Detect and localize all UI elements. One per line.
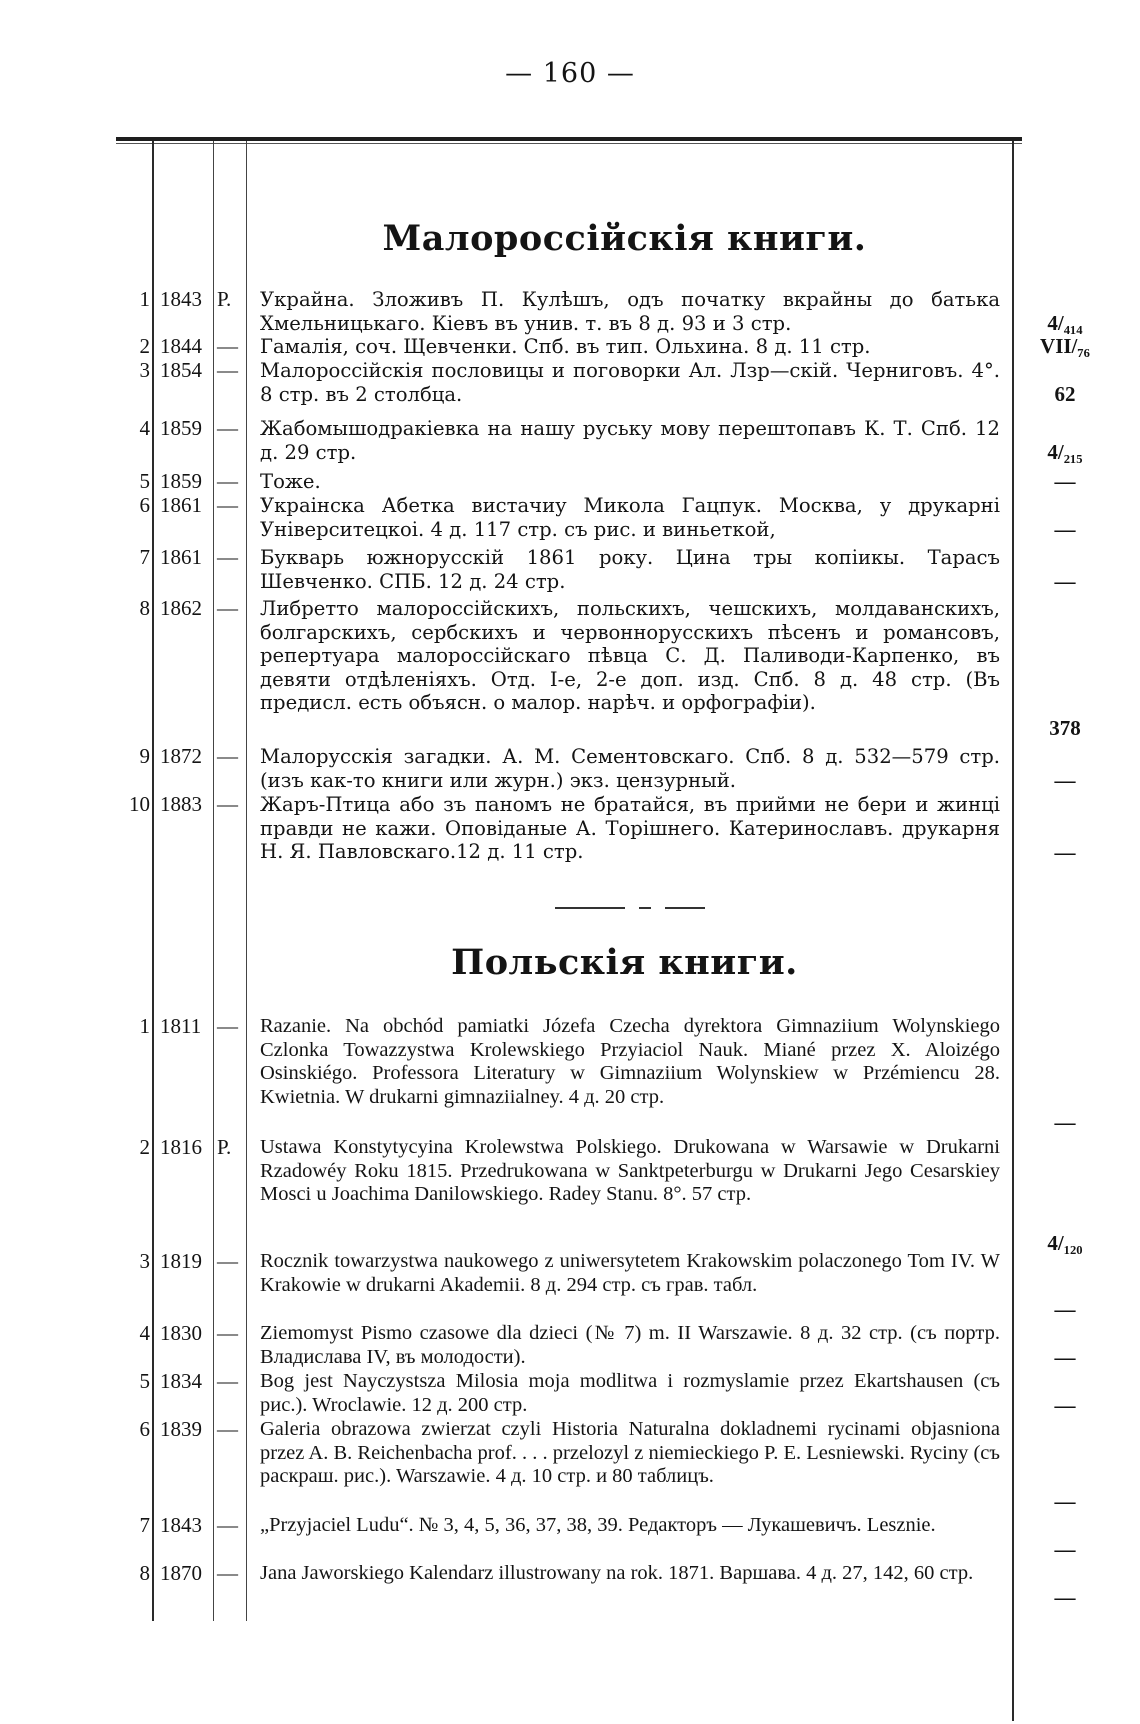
entry-year: 1861: [160, 493, 202, 517]
entry-year: 1862: [160, 596, 202, 620]
entry-mark: —: [217, 493, 238, 517]
entry-price: —: [1054, 569, 1076, 593]
entry-price: —: [1054, 1110, 1076, 1134]
entry-mark: Р.: [217, 287, 232, 311]
entry-price: 4/₄₁₄: [1047, 311, 1083, 335]
entry-year: 1883: [160, 792, 202, 816]
entry-mark: —: [217, 1014, 238, 1038]
entry-mark: —: [217, 1321, 238, 1345]
entry-text: Razanie. Na obchód pamiatki Józefa Czecha dyrektora Gimnaziium Wolynskiego Czlonka Towazzystwa Krolewskiego Przyiaciol Nauk. Miané przez X. Aloizégo Osinskiégo. Professora Literatury w Gimnaziium Wolynskiew w Przémiencu 28. Kwietnia. W drukarni gimnaziialney. 4 д. 20 стр.: [260, 1015, 1000, 1108]
entry-year: 1844: [160, 334, 202, 358]
entry-price: —: [1054, 1489, 1076, 1513]
column-line-number: [152, 141, 154, 1621]
entry-number: 6: [139, 1417, 150, 1441]
entry-number: 2: [139, 334, 150, 358]
entry-text: Малорусскія загадки. А. М. Сементовскаго. Спб. 8 д. 532—579 стр. (изъ как-то книги или журн.) экз. цензурный.: [260, 745, 1000, 792]
entry-year: 1859: [160, 416, 202, 440]
entry-mark: —: [217, 792, 238, 816]
entry-number: 6: [139, 493, 150, 517]
entry-number: 9: [139, 744, 150, 768]
entry-year: 1811: [160, 1014, 202, 1038]
entry-text: Жабомышодракіевка на нашу руську мову перештопавъ К. Т. Спб. 12 д. 29 стр.: [260, 417, 1000, 464]
column-line-mark: [246, 141, 247, 1621]
column-line-year: [213, 141, 214, 1621]
entry-number: 8: [139, 1561, 150, 1585]
entry-number: 5: [139, 1369, 150, 1393]
entry-text: Жаръ-Птица або зъ паномъ не братайся, въ прийми не бери и жинці правди не кажи. Оповіданые А. Торішнего. Катеринославъ. друкарня Н. Я. Павловскаго.12 д. 11 стр.: [260, 793, 1000, 863]
entry-text: Украінска Абетка вистачиу Микола Гацпук. Москва, у друкарні Університецкоі. 4 д. 117 стр. съ рис. и виньеткой,: [260, 494, 1000, 541]
entry-mark: —: [217, 334, 238, 358]
entry-price: —: [1054, 1393, 1076, 1417]
entry-mark: —: [217, 1369, 238, 1393]
entry-text: Тоже.: [260, 470, 321, 493]
entry-text: Букварь южнорусскій 1861 року. Цина тры копіикы. Тарасъ Шевченко. СПБ. 12 д. 24 стр.: [260, 546, 1000, 593]
entry-year: 1839: [160, 1417, 202, 1441]
entry-year: 1843: [160, 1513, 202, 1537]
entry-number: 3: [139, 1249, 150, 1273]
entry-mark: —: [217, 545, 238, 569]
entry-text: Jana Jaworskiego Kalendarz illustrowany na rok. 1871. Варшава. 4 д. 27, 142, 60 стр.: [260, 1562, 974, 1584]
entry-mark: —: [217, 744, 238, 768]
entry-mark: —: [217, 1249, 238, 1273]
entry-price: —: [1054, 517, 1076, 541]
entry-number: 10: [129, 792, 150, 816]
entry-text: Украйна. Зложивъ П. Кулѣшъ, одъ початку вкрайны до батька Хмельницькаго. Кіевъ въ унив. т. въ 8 д. 93 и 3 стр.: [260, 288, 1000, 335]
entry-text: Rocznik towarzystwa naukowego z uniwersytetem Krakowskim polaczonego Tom IV. W Krakowie w drukarni Akademii. 8 д. 294 стр. съ грав. табл.: [260, 1250, 1000, 1296]
entry-mark: —: [217, 358, 238, 382]
entry-price: VII/₇₆: [1040, 334, 1090, 358]
entry-text: Ziemomyst Pismo czasowe dla dzieci (№ 7) m. II Warszawie. 8 д. 32 стр. (съ портр. Владислава IV, въ молодости).: [260, 1322, 1000, 1368]
entry-year: 1854: [160, 358, 202, 382]
entry-year: 1872: [160, 744, 202, 768]
entry-year: 1834: [160, 1369, 202, 1393]
entry-text: Bog jest Nayczystsza Milosia moja modlitwa i rozmyslamie przez Ekartshausen (съ рис.). Wroclawie. 12 д. 200 стр.: [260, 1370, 1000, 1416]
entry-year: 1861: [160, 545, 202, 569]
entry-price: 62: [1054, 382, 1076, 406]
entry-text: „Przyjaciel Ludu“. № 3, 4, 5, 36, 37, 38, 39. Редакторъ — Лукашевичъ. Lesznie.: [260, 1514, 936, 1536]
entry-price: 4/₂₁₅: [1047, 440, 1083, 464]
section-title-little-russian: Малороссійскія книги.: [382, 218, 867, 259]
entry-text: Гамалія, соч. Щевченки. Спб. въ тип. Ольхина. 8 д. 11 стр.: [260, 335, 871, 358]
entry-number: 7: [139, 1513, 150, 1537]
entry-price: —: [1054, 469, 1076, 493]
entry-number: 3: [139, 358, 150, 382]
entry-text: Galeria obrazowa zwierzat czyli Historia Naturalna dokladnemi rycinami objasniona przez A. B. Reichenbacha prof. . . . przelozyl z niemieckiego P. E. Lesniewski. Ryciny (съ раскраш. рис.). Warszawie. 4 д. 10 стр. и 80 таблицъ.: [260, 1418, 1000, 1487]
entry-mark: —: [217, 1561, 238, 1585]
entry-text: Либретто малороссійскихъ, польскихъ, чешскихъ, молдаванскихъ, болгарскихъ, сербскихъ и червоннорусскихъ пѣсенъ и романсовъ, репертуара малороссійскаго пѣвца С. Д. Паливоди-Карпенко, въ девяти отдѣленіяхъ. Отд. І-е, 2-е доп. изд. Спб. 8 д. 48 стр. (Въ предисл. есть объясн. о малор. нарѣч. и орфографіи).: [260, 597, 1000, 714]
entry-number: 8: [139, 596, 150, 620]
entry-number: 1: [139, 287, 150, 311]
entry-price: —: [1054, 768, 1076, 792]
entry-number: 4: [139, 1321, 150, 1345]
entry-number: 7: [139, 545, 150, 569]
entry-year: 1870: [160, 1561, 202, 1585]
entry-year: 1843: [160, 287, 202, 311]
entry-price: —: [1054, 1585, 1076, 1609]
entry-mark: —: [217, 469, 238, 493]
entry-price: 4/₁₂₀: [1047, 1231, 1083, 1255]
entry-mark: —: [217, 416, 238, 440]
entry-text: Ustawa Konstytycyina Krolewstwa Polskiego. Drukowana w Warsawie w Drukarni Rzadowéy Roku 1815. Przedrukowana w Sanktpeterburgu w Drukarni Jego Cesarskiey Mosci u Joachima Danilowskiego. Radey Stanu. 8°. 57 стр.: [260, 1136, 1000, 1205]
section-title-polish: Польскія книги.: [451, 942, 798, 983]
entry-mark: —: [217, 1417, 238, 1441]
top-rule: [116, 137, 1022, 141]
entry-number: 1: [139, 1014, 150, 1038]
entry-number: 4: [139, 416, 150, 440]
entry-text: Малороссійскія пословицы и поговорки Ал. Лзр—скій. Черниговъ. 4°. 8 стр. въ 2 столбца.: [260, 359, 1000, 406]
top-rule-thin: [116, 143, 1022, 144]
entry-mark: —: [217, 596, 238, 620]
entry-number: 2: [139, 1135, 150, 1159]
entry-year: 1819: [160, 1249, 202, 1273]
entry-price: 378: [1049, 716, 1081, 740]
entry-price: —: [1054, 840, 1076, 864]
entry-number: 5: [139, 469, 150, 493]
entry-year: 1816: [160, 1135, 202, 1159]
column-line-price: [1012, 141, 1014, 1721]
entry-price: —: [1054, 1345, 1076, 1369]
section-separator: [555, 907, 705, 909]
entry-price: —: [1054, 1297, 1076, 1321]
entry-price: —: [1054, 1537, 1076, 1561]
entry-mark: Р.: [217, 1135, 232, 1159]
page-number: — 160 —: [505, 58, 635, 89]
entry-year: 1859: [160, 469, 202, 493]
entry-year: 1830: [160, 1321, 202, 1345]
entry-mark: —: [217, 1513, 238, 1537]
